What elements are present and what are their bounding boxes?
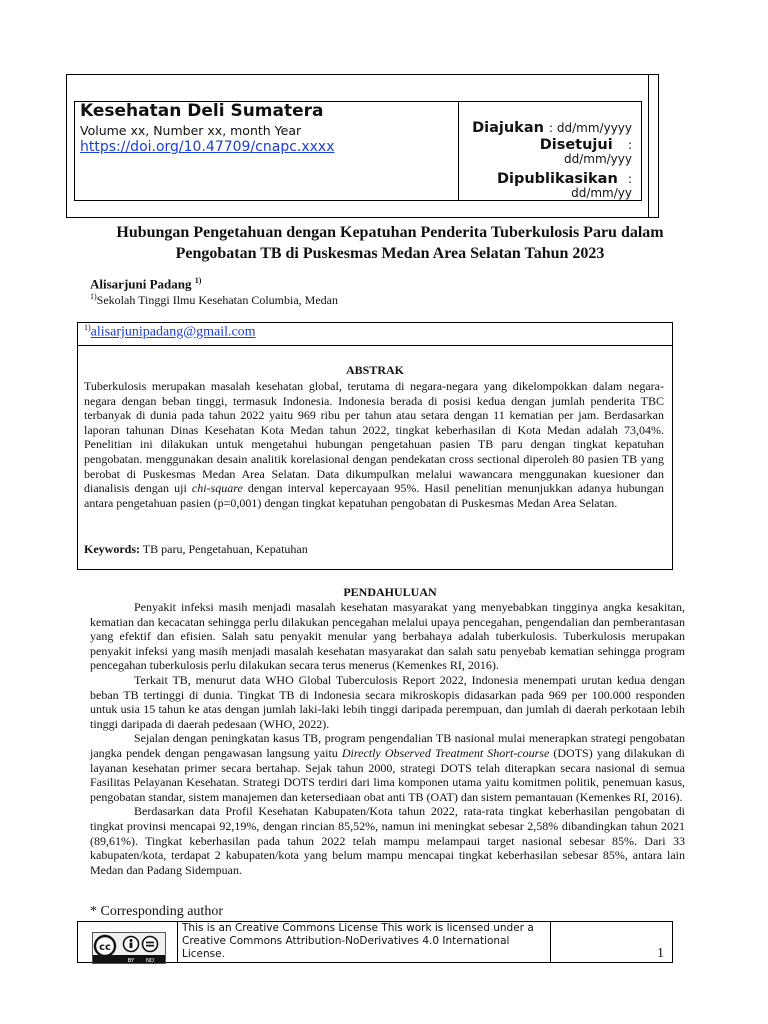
body-text <box>90 600 685 877</box>
affiliation-text: Sekolah Tinggi Ilmu Kesehatan Columbia, Medan <box>96 293 338 307</box>
submitted-label: Diajukan <box>472 120 544 136</box>
paragraph-3-italic: Directly Observed Treatment Short-course <box>341 745 550 760</box>
abstract-text-part1: Tuberkulosis merupakan masalah kesehatan global, terutama di negara-negara yang dikelompokkan dalam negara-negara dengan beban tinggi, termasuk Indonesia. Indonesia berada di posisi kedua dengan jumlah penderita TBC terbanyak di dunia pada tahun 2022 yaitu 969 ribu per tahun atau setara dengan 11 kematian per jam. Berdasarkan laporan tahunan Dinas Kesehatan Kota Medan tahun 2022, tingkat keberhasilan di Kota Medan adalah 73,04%. Penelitian ini dilakukan untuk mengetahui hubungan pengetahuan pasien TB paru dengan tingkat kepatuhan pengobatan. menggunakan desain analitik korelasional dengan pendekatan cross sectional diperoleh 80 pasien TB yang berobat di Puskesmas Medan Area Selatan. Data dikumpulkan melalui wawancara menggunakan kuesioner dan dianalisis dengan uji <box>84 379 664 496</box>
paragraph-3 <box>90 731 685 804</box>
accepted-date-label-row <box>540 134 632 153</box>
doi-link[interactable]: https://doi.org/10.47709/cnapc.xxxx <box>80 139 335 155</box>
paragraph-4: Berdasarkan data Profil Kesehatan Kabupaten/Kota tahun 2022, rata-rata tingkat keberhasilan pengobatan di tingkat provinsi mencapai 92,19%, dengan rincian 85,52%, namun ini meningkat sebesar 2,58% dibandingkan tahun 2021 (89,61%). Tingkat keberhasilan pada tahun 2022 telah mampu melampaui target nasional sebesar 85%. Dari 33 kabupaten/kota, terdapat 2 kabupaten/kota yang belum mampu mencapai tingkat keberhasilan sebesar 85%, antara lain Medan dan Padang Sidempuan. <box>90 804 685 877</box>
abstract-text <box>84 379 664 510</box>
license-text: This is an Creative Commons License This work is licensed under a Creative Commons Attribution-NoDerivatives 4.0 International License. <box>182 922 534 960</box>
accepted-colon: : <box>627 138 632 152</box>
published-colon: : <box>627 172 632 186</box>
cc-nd-label: ND <box>145 958 155 963</box>
author-name-text: Alisarjuni Padang <box>90 276 192 292</box>
affiliation-sup: 1) <box>90 292 97 301</box>
cc-by-label: BY <box>127 958 135 963</box>
cc-logo-cell <box>78 922 178 962</box>
abstract-text-italic: chi-square <box>191 481 243 496</box>
author-affiliation <box>90 292 338 308</box>
accepted-label: Disetujui <box>539 137 613 153</box>
keywords-label: Keywords: <box>84 542 140 556</box>
svg-text:cc: cc <box>99 942 111 953</box>
journal-title: Kesehatan Deli Sumatera <box>80 101 324 121</box>
corresponding-author-note: * Corresponding author <box>90 904 223 919</box>
keywords-text: TB paru, Pengetahuan, Kepatuhan <box>142 542 308 556</box>
header-side-rule <box>646 74 659 218</box>
email-sup: 1) <box>84 323 91 332</box>
cc-license-badge[interactable] <box>92 932 166 964</box>
keywords <box>84 542 308 557</box>
published-date-label-row <box>497 168 632 187</box>
published-label: Dipublikasikan <box>496 171 618 187</box>
published-value: dd/mm/yy <box>571 186 632 200</box>
author-sup: 1) <box>194 276 202 285</box>
paragraph-2: Terkait TB, menurut data WHO Global Tuberculosis Report 2022, Indonesia menempati urutan kedua dengan beban TB tertinggi di dunia. Tingkat TB di Indonesia secara mikroskopis didasarkan pada 969 per 100.000 responden untuk usia 15 tahun ke atas dengan jumlah laki-laki lebih tinggi daripada perempuan, dan jumlah di daerah perkotaan lebih tinggi daripada di daerah pedesaan (WHO, 2022). <box>90 672 685 731</box>
paragraph-3-part1: Sejalan dengan peningkatan kasus TB, program pengendalian TB nasional mulai menerapkan strategi pengobatan jangka pendek dengan pengawasan langsung yaitu <box>90 731 685 760</box>
paragraph-3-part2: (DOTS) yang dilakukan di layanan kesehatan primer secara bertahap. Sejak tahun 2000, strategi DOTS telah diterapkan secara nasional di semua Fasilitas Pelayanan Kesehatan. Strategi DOTS terdiri dari lima komponen utama yaitu komitmen politik, penemuan kasus, pengobatan standar, sistem manajemen dan ketersediaan obat anti TB (OAT) dan sistem pemantauan (Kemenkes RI, 2016). <box>90 745 686 804</box>
cc-by-nd-icon <box>93 933 165 963</box>
paragraph-1: Penyakit infeksi masih menjadi masalah kesehatan masyarakat yang menyebabkan tingginya angka kesakitan, kematian dan kecacatan sehingga perlu dilakukan pencegahan melalui upaya pencegahan, pengendalian dan pemberantasan yang efektif dan efisien. Salah satu penyakit menular yang berbahaya adalah tuberkulosis. Tuberkulosis merupakan penyakit infeksi yang masih menjadi masalah kesehatan masyarakat dan salah satu penyebab kematian sehingga program pencegahan tuberkulosis perlu dilakukan secara terus menerus (Kemenkes RI, 2016). <box>90 600 685 673</box>
abstract-heading: ABSTRAK <box>345 363 404 377</box>
email-row <box>84 323 256 341</box>
license-footer <box>77 921 673 963</box>
author-name <box>90 276 201 292</box>
section-heading: PENDAHULUAN <box>343 585 437 599</box>
page-number: 1 <box>657 946 664 961</box>
accepted-value: dd/mm/yyy <box>563 152 632 166</box>
submitted-value: : dd/mm/yyyy <box>549 121 632 135</box>
abstract-text-part2: dengan interval kepercayaan 95%. Hasil penelitian menunjukkan adanya hubungan antara pengetahuan pasien (p=0,001) dengan tingkat kepatuhan pengobatan di Puskesmas Medan Area Selatan. <box>84 481 664 510</box>
email-divider <box>77 345 673 346</box>
author-email-link[interactable]: alisarjunipadang@gmail.com <box>90 324 256 340</box>
paper-title: Hubungan Pengetahuan dengan Kepatuhan Penderita Tuberkulosis Paru dalam Pengobatan TB di Puskesmas Medan Area Selatan Tahun 2023 <box>116 224 664 262</box>
journal-volume: Volume xx, Number xx, month Year <box>80 123 302 138</box>
